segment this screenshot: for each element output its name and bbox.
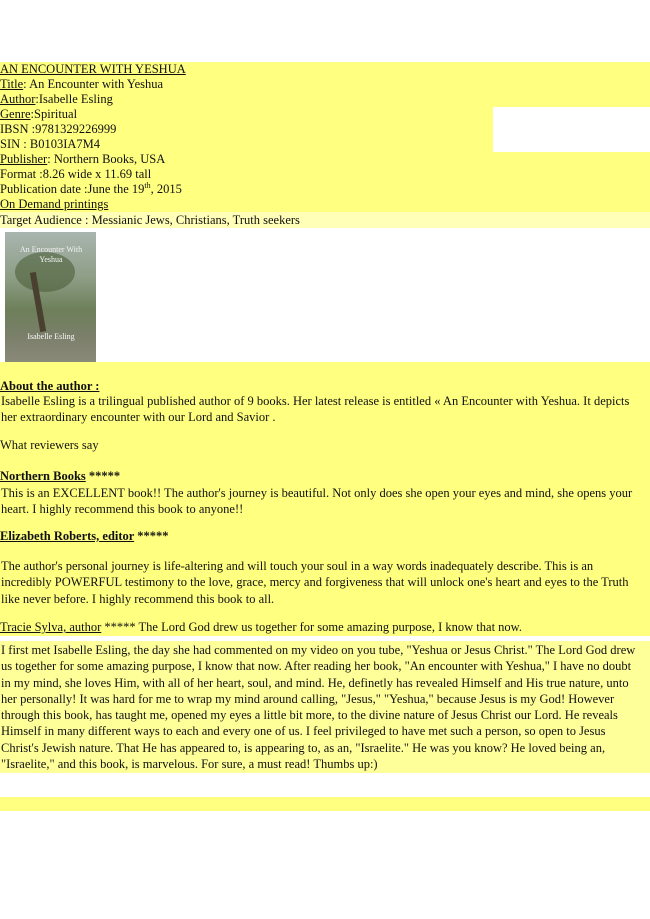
review-2-text: The author's personal journey is life-altering and will touch your soul in a way words inadequately describe. This is an incredibly POWERFUL testimony to the love, grace, mercy and forgiveness that will unlock one's heart and eyes to the Truth like never before. I highly recommend this book to all.	[1, 559, 629, 606]
publisher-line	[0, 152, 165, 167]
genre-value: :Spiritual	[30, 107, 78, 121]
publisher-label: Publisher	[0, 152, 48, 166]
review-1-name[interactable]: Northern Books	[0, 469, 86, 483]
review-3-text: I first met Isabelle Esling, the day she had commented on my video on you tube, "Yeshua or Jesus Christ." The Lord God drew us together for some amazing purpose, I know that now. After reading her book, "An encounter with Yeshua," I have no doubt in my mind, she loves Him, with all of her heart, soul, and mind. He, definetly has revealed Himself and His true nature, unto her personally! It was hard for me to wrap my mind around calling, "Jesus," "Yeshua," because Jesus is my God! However through this book, has taught me, opened my eyes a little bit more, to the divine nature of Jesus Christ our Lord. He reveals Himself in many different ways to each and every one of us. I feel privileged to have met such a person, so open to Jesus Christ's Jewish nature. That He has appeared to, is appearing to, as an, "Israelite." He was you know? He loved being an, "Israelite," and this book, is marvelous. For sure, a must read! Thumbs up:)	[1, 643, 636, 772]
genre-label: Genre	[0, 107, 31, 121]
review-3-name[interactable]: Tracie Sylva, author	[0, 620, 102, 634]
review-2-name[interactable]: Elizabeth Roberts, editor	[0, 529, 135, 543]
cover-title: An Encounter With Yeshua	[19, 245, 83, 264]
isbn-line: IBSN :9781329226999	[0, 122, 117, 136]
blank-box	[493, 107, 650, 152]
on-demand-link[interactable]: On Demand printings	[0, 197, 109, 211]
title-label: Title	[0, 77, 24, 91]
pubdate-sup: th	[144, 180, 151, 190]
audience-line: Target Audience : Messianic Jews, Christians, Truth seekers	[0, 213, 300, 227]
asin-line: SIN : B0103IA7M4	[0, 137, 101, 151]
reviews-heading: What reviewers say	[0, 438, 99, 452]
author-value: :Isabelle Esling	[35, 92, 113, 106]
book-heading: AN ENCOUNTER WITH YESHUA	[0, 62, 186, 76]
book-cover-image	[5, 232, 96, 362]
title-value: : An Encounter with Yeshua	[23, 77, 164, 91]
review-2-header	[0, 529, 169, 544]
about-heading: About the author :	[0, 379, 100, 393]
pubdate-prefix: Publication date :June the 19	[0, 182, 145, 196]
review-2-stars: *****	[134, 529, 169, 543]
genre-line	[0, 107, 77, 122]
review-3-stars: ***** The Lord God drew us together for some amazing purpose, I know that now.	[101, 620, 523, 634]
format-line: Format :8.26 wide x 11.69 tall	[0, 167, 152, 181]
author-label: Author	[0, 92, 36, 106]
review-1-header	[0, 469, 120, 484]
about-text: Isabelle Esling is a trilingual published author of 9 books. Her latest release is entitled « An Encounter with Yeshua. It depicts her extraordinary encounter with our Lord and Savior .	[1, 394, 630, 425]
author-line	[0, 92, 113, 107]
review-1-text: This is an EXCELLENT book!! The author's journey is beautiful. Not only does she open your eyes and mind, she opens your heart. I highly recommend this book to anyone!!	[1, 486, 633, 517]
review-3-header	[0, 620, 522, 635]
publisher-value: : Northern Books, USA	[47, 152, 166, 166]
footer-highlight	[0, 797, 650, 811]
title-line	[0, 77, 163, 92]
review-1-stars: *****	[85, 469, 121, 483]
pubdate-line	[0, 182, 182, 197]
pubdate-suffix: , 2015	[150, 182, 182, 196]
cover-author: Isabelle Esling	[27, 332, 75, 341]
